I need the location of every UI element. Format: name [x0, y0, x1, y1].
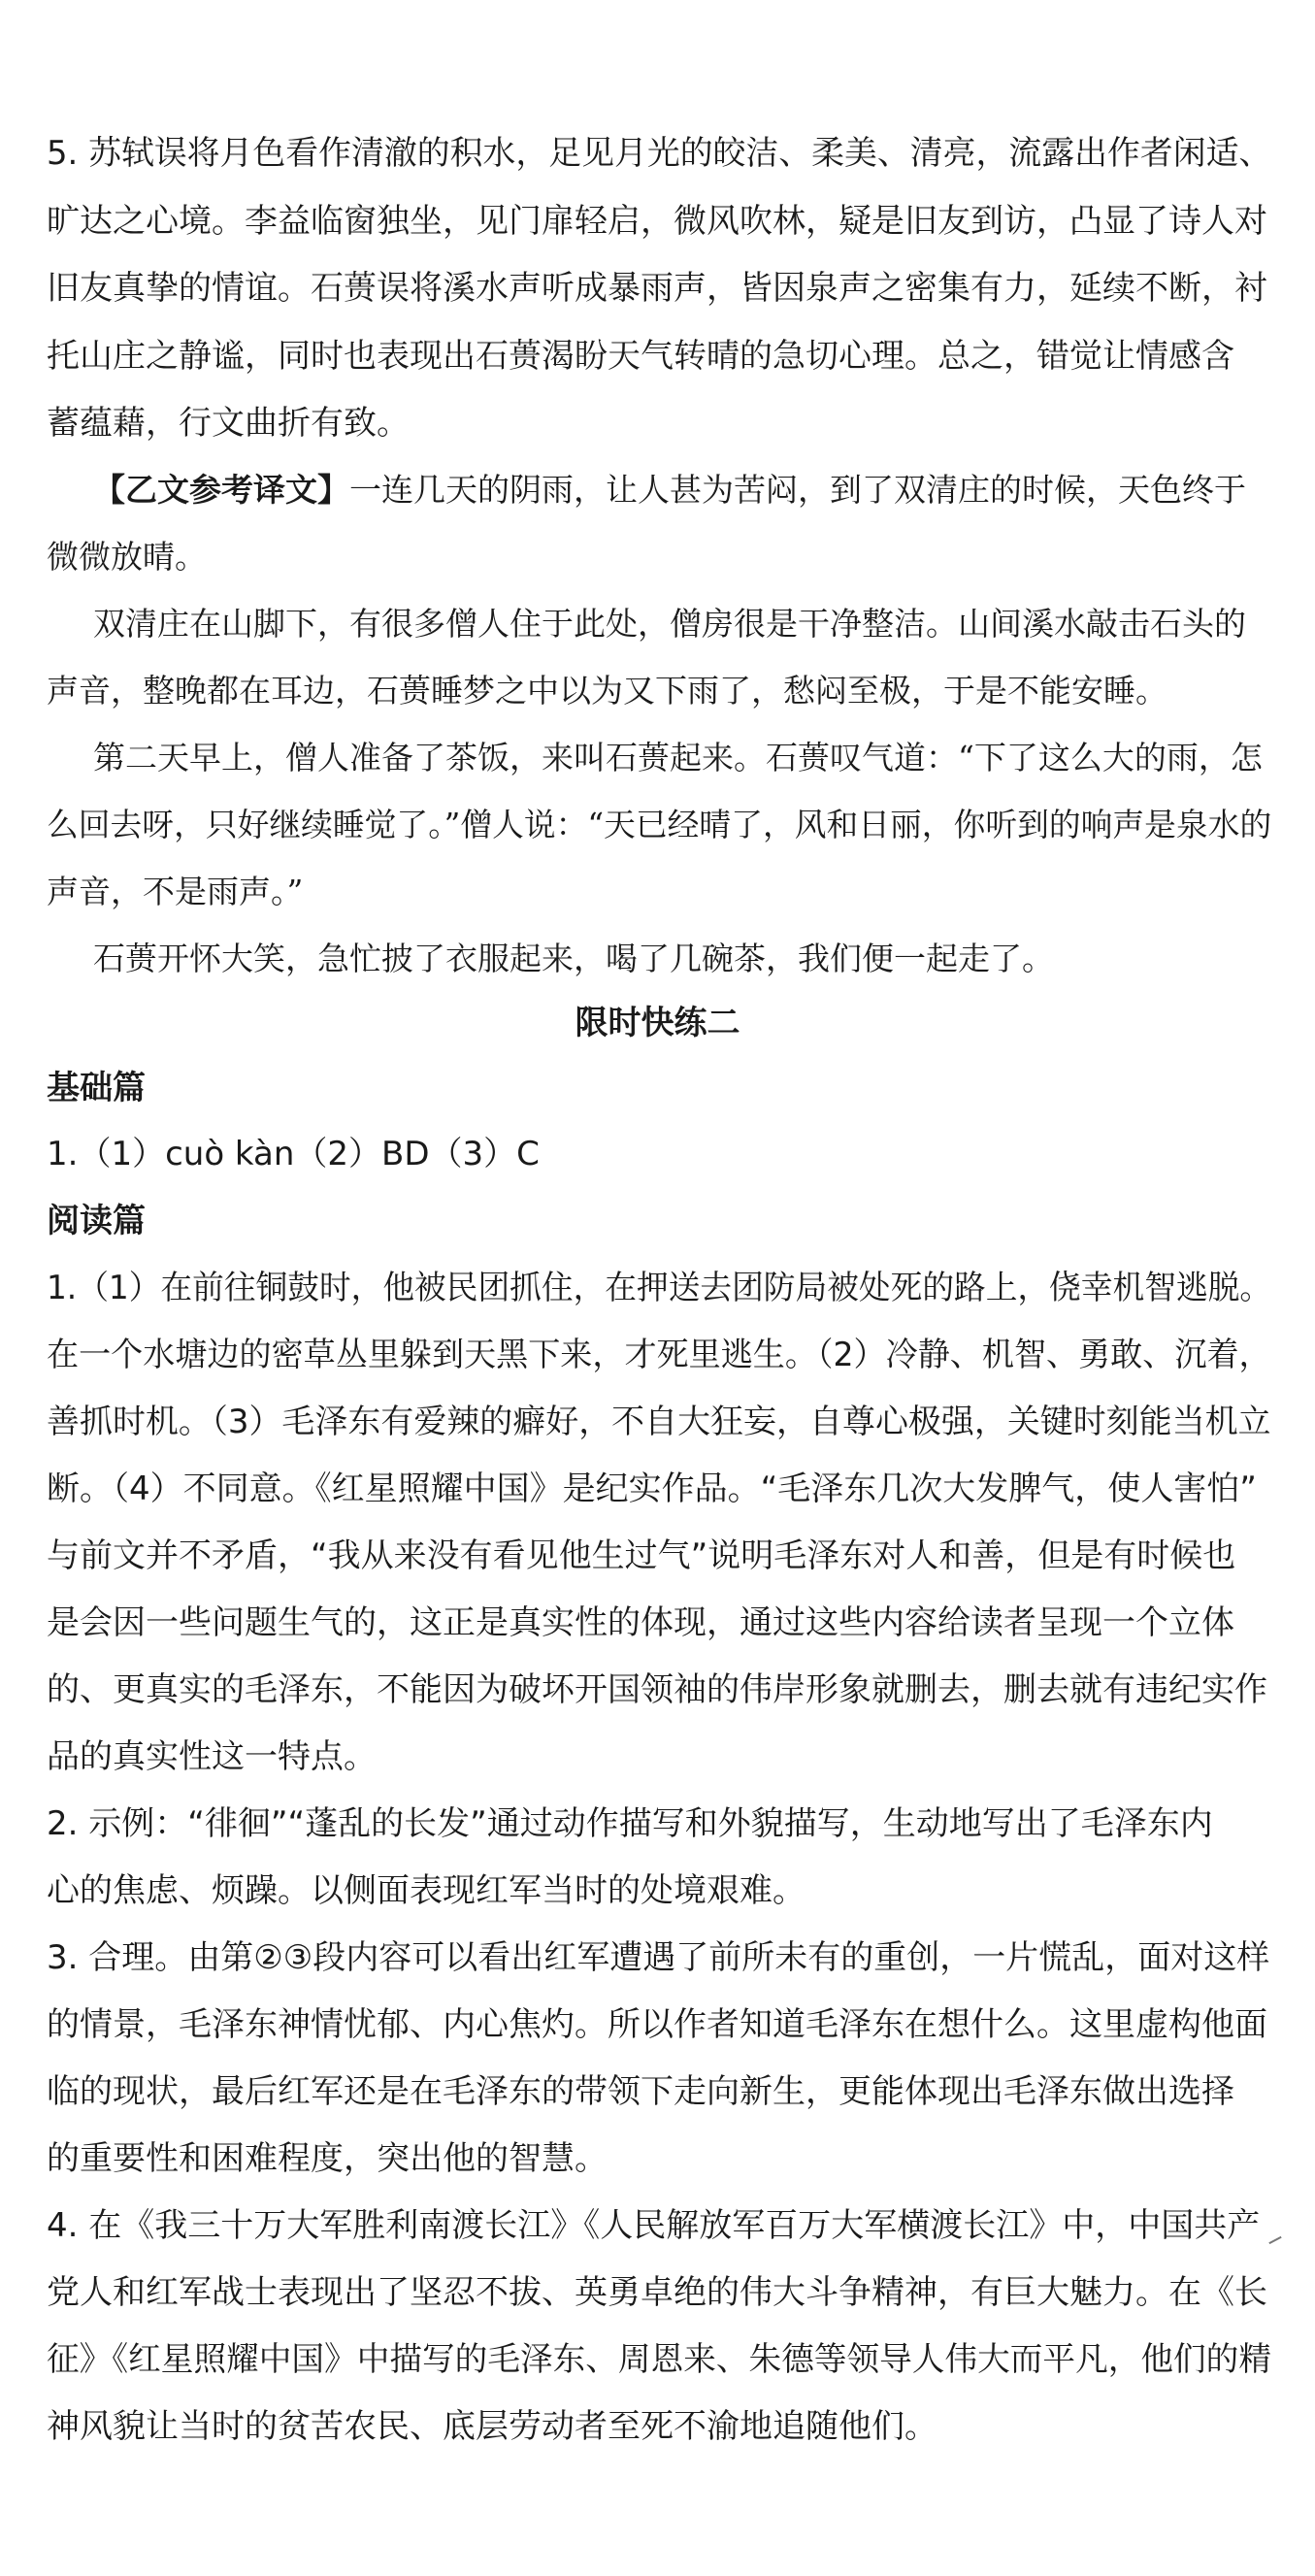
reading-line: 3. 合理。由第②③段内容可以看出红军遭遇了前所未有的重创，一片慌乱，面对这样 — [47, 1938, 1270, 1977]
margin-mark — [1268, 2236, 1281, 2244]
reading-line: 与前文并不矛盾，“我从来没有看见他生过气”说明毛泽东对人和善，但是有时候也 — [47, 1536, 1236, 1575]
basics-heading: 基础篇 — [47, 1069, 146, 1107]
reading-line: 2. 示例：“徘徊”“蓬乱的长发”通过动作描写和外貌描写，生动地写出了毛泽东内 — [47, 1804, 1213, 1843]
reading-line: 善抓时机。（3）毛泽东有爱辣的癖好，不自大狂妄，自尊心极强，关键时刻能当机立 — [47, 1403, 1271, 1441]
reading-line: 1.（1）在前往铜鼓时，他被民团抓住，在押送去团防局被处死的路上，侥幸机智逃脱。 — [47, 1269, 1272, 1307]
answer-5-line: 托山庄之静谧，同时也表现出石蒉渴盼天气转晴的急切心理。总之，错觉让情感含 — [47, 337, 1234, 376]
reading-line: 断。（4）不同意。《红星照耀中国》是纪实作品。“毛泽东几次大发脾气，使人害怕” — [47, 1470, 1257, 1508]
translation-line: 么回去呀，只好继续睡觉了。”僧人说：“天已经晴了，风和日丽，你听到的响声是泉水的 — [47, 806, 1272, 843]
reading-line: 神风貌让当时的贫苦农民、底层劳动者至死不渝地追随他们。 — [47, 2407, 937, 2446]
translation-label: 【乙文参考译文】 — [93, 471, 349, 509]
answer-5-line: 旧友真挚的情谊。石蒉误将溪水声听成暴雨声，皆因泉声之密集有力，延续不断，衬 — [47, 269, 1267, 308]
reading-line: 是会因一些问题生气的，这正是真实性的体现，通过这些内容给读者呈现一个立体 — [47, 1603, 1234, 1642]
reading-line: 临的现状，最后红军还是在毛泽东的带领下走向新生，更能体现出毛泽东做出选择 — [47, 2072, 1234, 2111]
answer-5-line: 5. 苏轼误将月色看作清澈的积水，足见月光的皎洁、柔美、清亮，流露出作者闲适、 — [47, 134, 1272, 173]
translation-line: 微微放晴。 — [47, 538, 207, 576]
reading-line: 4. 在《我三十万大军胜利南渡长江》《人民解放军百万大军横渡长江》中，中国共产 — [47, 2206, 1261, 2245]
translation-line: 声音，整晚都在耳边，石蒉睡梦之中以为又下雨了，愁闷至极，于是不能安睡。 — [47, 672, 1167, 710]
reading-line: 征》《红星照耀中国》中描写的毛泽东、周恩来、朱德等领导人伟大而平凡，他们的精 — [47, 2340, 1271, 2379]
translation-line: 双清庄在山脚下，有很多僧人住于此处，僧房很是干净整洁。山间溪水敲击石头的 — [93, 605, 1246, 643]
translation-first-line — [93, 470, 1246, 511]
reading-line: 在一个水塘边的密草丛里躲到天黑下来，才死里逃生。（2）冷静、机智、勇敢、沉着， — [47, 1336, 1271, 1374]
reading-line: 心的焦虑、烦躁。以侧面表现红军当时的处境艰难。 — [47, 1871, 805, 1910]
section-title: 限时快练二 — [575, 1004, 740, 1042]
reading-line: 的、更真实的毛泽东，不能因为破坏开国领袖的伟岸形象就删去，删去就有违纪实作 — [47, 1670, 1267, 1709]
translation-text: 一连几天的阴雨，让人甚为苦闷，到了双清庄的时候，天色终于 — [349, 471, 1246, 509]
answer-5-line: 旷达之心境。李益临窗独坐，见门扉轻启，微风吹林，疑是旧友到访，凸显了诗人对 — [47, 202, 1267, 241]
translation-line: 石蒉开怀大笑，急忙披了衣服起来，喝了几碗茶，我们便一起走了。 — [93, 940, 1054, 977]
reading-line: 品的真实性这一特点。 — [47, 1737, 377, 1776]
basics-answer: 1.（1）cuò kàn（2）BD（3）C — [47, 1135, 540, 1173]
translation-line: 第二天早上，僧人准备了茶饭，来叫石蒉起来。石蒉叹气道：“下了这么大的雨，怎 — [93, 739, 1263, 776]
reading-line: 的重要性和困难程度，突出他的智慧。 — [47, 2139, 608, 2178]
reading-heading: 阅读篇 — [47, 1202, 146, 1240]
reading-line: 的情景，毛泽东神情忧郁、内心焦灼。所以作者知道毛泽东在想什么。这里虚构他面 — [47, 2005, 1267, 2044]
answer-5-line: 蓄蕴藉，行文曲折有致。 — [47, 404, 410, 443]
reading-line: 党人和红军战士表现出了坚忍不拔、英勇卓绝的伟大斗争精神，有巨大魅力。在《长 — [47, 2273, 1267, 2312]
translation-line: 声音，不是雨声。” — [47, 873, 304, 910]
